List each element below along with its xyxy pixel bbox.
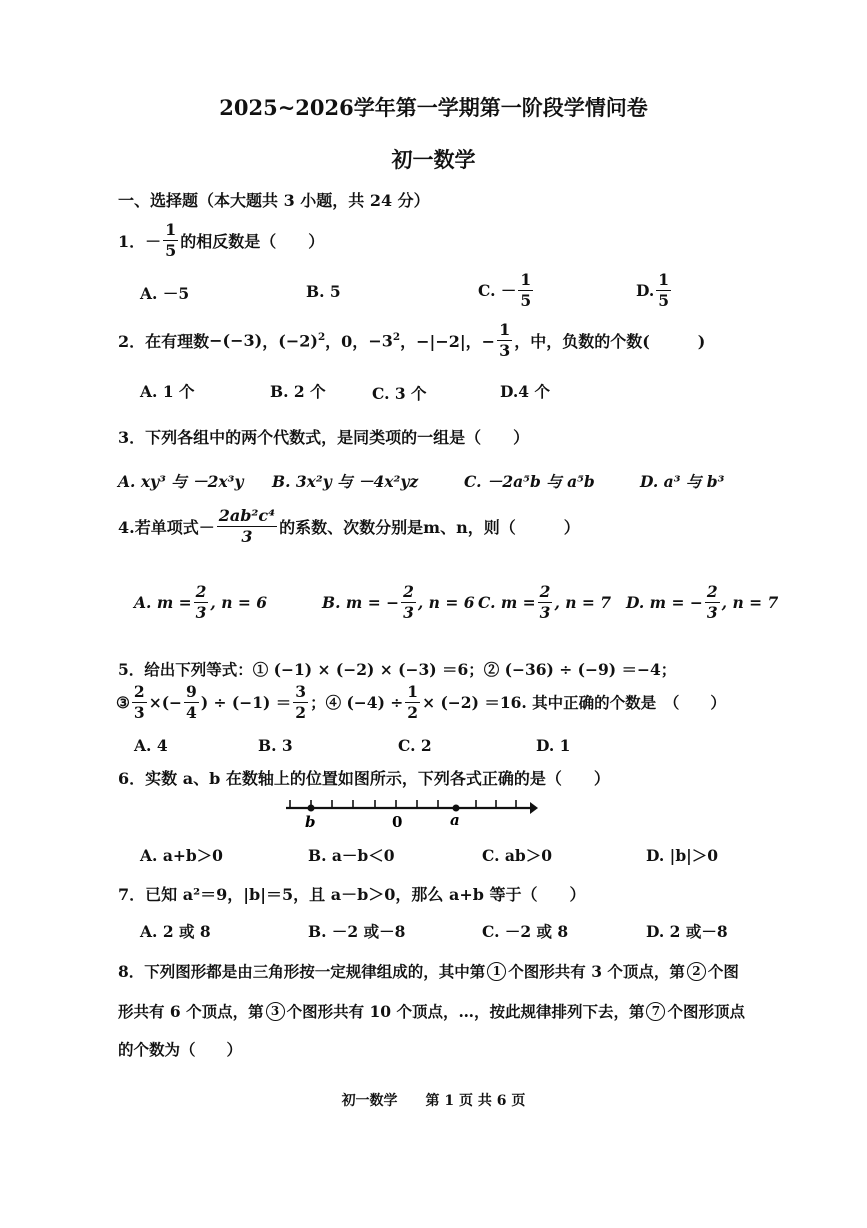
circled-number: 1: [487, 962, 506, 981]
q1-option-d: D. $\frac{1}{5}$: [636, 270, 670, 310]
q7-option-b: B. －2 或－8: [308, 922, 406, 941]
question-1: [118, 222, 324, 259]
question-7: 7．已知 a²＝9，|b|＝5，且 a－b＞0，那么 a+b 等于（ ）: [118, 885, 586, 904]
q4-option-a: A. m = $\frac{2}{3}$ , n = 6: [134, 582, 268, 622]
question-3: 3．下列各组中的两个代数式，是同类项的一组是（ ）: [118, 428, 530, 447]
question-8-line-2: 形共有 6 个顶点，第 3 个图形共有 10 个顶点，…，按此规律排列下去，第 7 个图形顶点: [118, 1002, 745, 1021]
label-b: b: [305, 813, 316, 831]
question-4: 4.若单项式－ $\frac{\text{2ab²c⁴}}{3}$ 的系数、次数分别是m、n，则（ ）: [118, 506, 580, 546]
tick-marks: [290, 800, 516, 808]
q5-option-b: B. 3: [258, 736, 293, 755]
q5-option-a: A. 4: [134, 736, 168, 755]
q1-option-b: B. 5: [306, 282, 341, 301]
q1-option-a: A. －5: [140, 284, 190, 303]
q3-option-c: C. －2a⁵b 与 a⁵b: [464, 472, 595, 491]
q7-option-d: D. 2 或－8: [646, 922, 728, 941]
q3-option-a: A. xy³ 与 －2x³y: [118, 472, 244, 491]
circled-number: 7: [646, 1002, 665, 1021]
question-2: 2．在有理数 −(−3) ， $(-2)^2$ ，0， $-3^2$ ，−|−2|，− $\frac{1}{3}$ ，中，负数的个数( ): [118, 320, 706, 360]
q5-option-d: D. 1: [536, 736, 571, 755]
q2-option-a: A. 1 个: [140, 382, 195, 401]
exam-title: 2025~2026学年第一学期第一阶段学情问卷: [219, 95, 648, 120]
q3-option-b: B. 3x²y 与 －4x²yz: [272, 472, 419, 491]
q5-option-c: C. 2: [398, 736, 432, 755]
q3-option-d: D. a³ 与 b³: [640, 472, 725, 491]
q2-option-d: D.4 个: [500, 382, 550, 401]
point-b: [308, 805, 315, 812]
page-footer: 初一数学 第 1 页 共 6 页: [341, 1093, 526, 1109]
circled-number: 2: [687, 962, 706, 981]
section-heading: 一、选择题（本大题共 3 小题，共 24 分）: [118, 191, 430, 210]
q1-option-c: C. － $\frac{1}{5}$: [478, 270, 532, 310]
q6-option-a: A. a+b＞0: [140, 846, 223, 865]
label-a: a: [450, 811, 460, 829]
negative-sign: －: [145, 232, 162, 251]
circled-number: 3: [266, 1002, 285, 1021]
q6-option-b: B. a－b＜0: [308, 846, 395, 865]
fraction: $\frac{1}{5}$: [165, 220, 177, 260]
q2-option-c: C. 3 个: [372, 384, 427, 403]
question-8-line-3: 的个数为（ ）: [118, 1040, 243, 1059]
fraction: $\frac{1}{3}$: [499, 320, 511, 360]
question-stem: 的相反数是（ ）: [180, 232, 325, 251]
number-line-diagram: [280, 796, 540, 836]
question-number: 1．: [118, 232, 146, 251]
q4-option-c: C. m = $\frac{2}{3}$ , n = 7: [478, 582, 612, 622]
q4-option-d: D. m = − $\frac{2}{3}$ , n = 7: [626, 582, 779, 622]
exam-subject: 初一数学: [391, 147, 476, 172]
q2-option-b: B. 2 个: [270, 382, 326, 401]
fraction: $\frac{\text{2ab²c⁴}}{3}$: [218, 506, 276, 546]
q7-option-a: A. 2 或 8: [140, 922, 211, 941]
question-5-line-1: 5．给出下列等式：① (−1) × (−2) × (−3) ＝6；② (−36) ÷ (−9) ＝−4；: [118, 660, 677, 679]
label-0: 0: [392, 813, 403, 831]
q7-option-c: C. －2 或 8: [482, 922, 569, 941]
question-6: 6．实数 a、b 在数轴上的位置如图所示，下列各式正确的是（ ）: [118, 769, 610, 788]
question-8-line-1: 8．下列图形都是由三角形按一定规律组成的，其中第 1 个图形共有 3 个顶点，第 2 个图: [118, 962, 739, 981]
arrow-icon: [530, 802, 538, 814]
q6-option-d: D. |b|＞0: [646, 846, 719, 865]
question-5-line-2: ③ $\frac{2}{3}$ ×(− $\frac{9}{4}$ ) ÷ (−1) ＝ $\frac{3}{2}$ ；④ (−4) ÷ $\frac{1}{2}$ × (−2) ＝16. 其中正确的个数是 （ ）: [116, 682, 726, 722]
q6-option-c: C. ab＞0: [482, 846, 553, 865]
q4-option-b: B. m = − $\frac{2}{3}$ , n = 6: [322, 582, 475, 622]
